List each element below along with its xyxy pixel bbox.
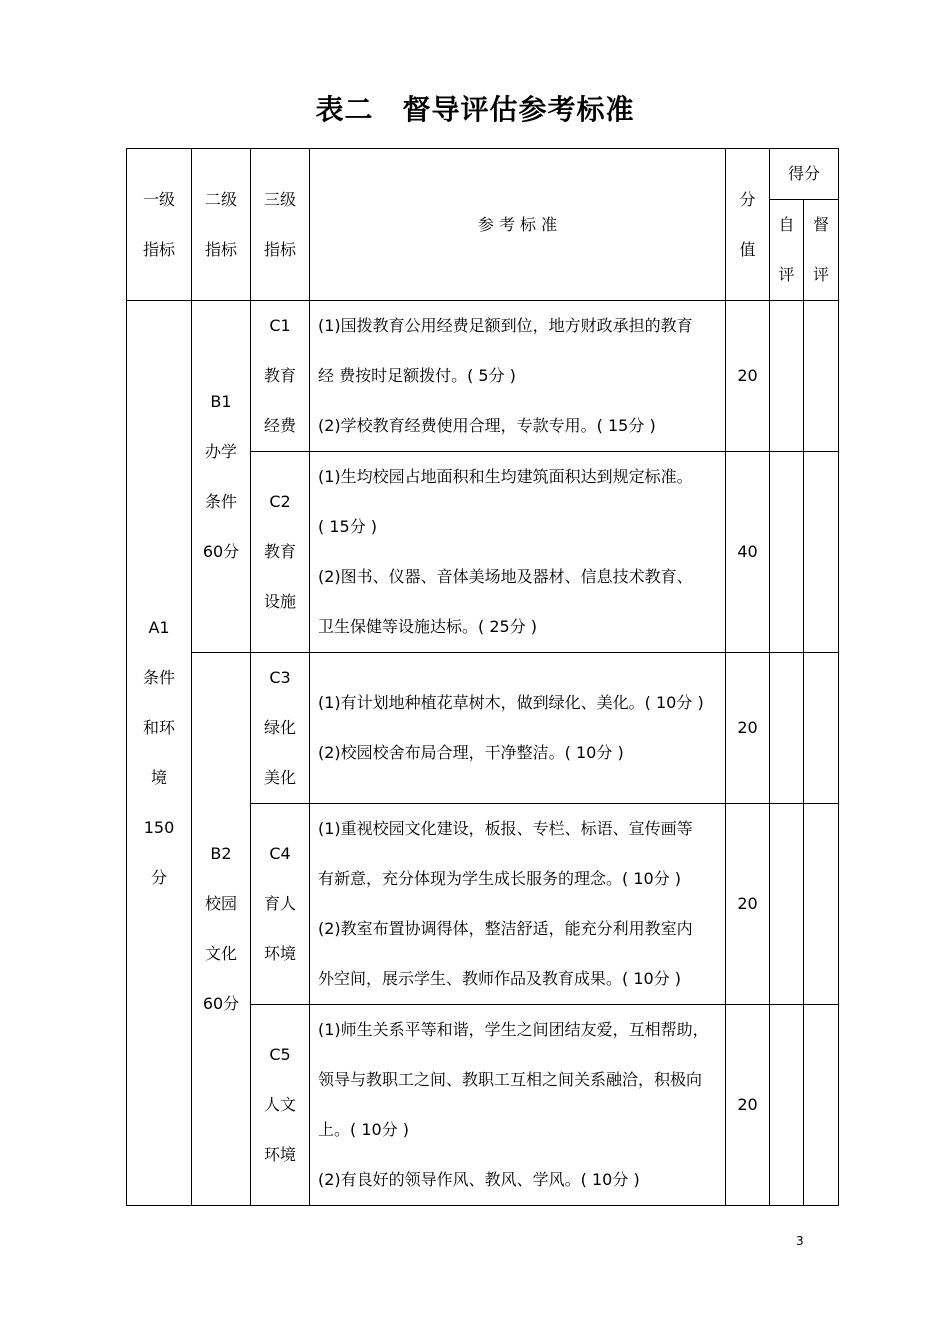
level3-c4: C4 育人 环境 [251,804,310,1005]
points-c1: 20 [726,301,770,452]
level3-c5: C5 人文 环境 [251,1005,310,1206]
level2-b2: B2 校园 文化 60分 [192,653,251,1206]
points-c3: 20 [726,653,770,804]
header-points: 分 值 [726,149,770,301]
supervisor-score-c2[interactable] [804,452,839,653]
header-score: 得分 [770,149,839,200]
level3-c3: C3 绿化 美化 [251,653,310,804]
supervisor-score-c3[interactable] [804,653,839,804]
self-score-c2[interactable] [770,452,804,653]
points-c5: 20 [726,1005,770,1206]
header-standard: 参 考 标 准 [310,149,726,301]
page-title: 表二 督导评估参考标准 [315,93,635,126]
page-number: 3 [796,1234,804,1248]
supervisor-score-c5[interactable] [804,1005,839,1206]
standard-c3: (1)有计划地种植花草树木，做到绿化、美化。( 10分 ) (2)校园校舍布局合理，干净整洁。( 10分 ) [310,653,726,804]
header-supervisor-score: 督 评 [804,200,839,301]
level3-c1: C1 教育 经费 [251,301,310,452]
points-c2: 40 [726,452,770,653]
standard-c4: (1)重视校园文化建设，板报、专栏、标语、宣传画等 有新意，充分体现为学生成长服务的理念。( 10分 ) (2)教室布置协调得体，整洁舒适，能充分利用教室内 外空间，展示学生、教师作品及教育成果。( 10分 ) [310,804,726,1005]
standard-c2: (1)生均校园占地面积和生均建筑面积达到规定标准。 ( 15分 ) (2)图书、仪器、音体美场地及器材、信息技术教育、 卫生保健等设施达标。( 25分 ) [310,452,726,653]
self-score-c4[interactable] [770,804,804,1005]
standard-c5: (1)师生关系平等和谐，学生之间团结友爱，互相帮助， 领导与教职工之间、教职工互相之间关系融洽，积极向 上。( 10分 ) (2)有良好的领导作风、教风、学风。( 10分 ) [310,1005,726,1206]
self-score-c3[interactable] [770,653,804,804]
header-level2: 二级 指标 [192,149,251,301]
points-c4: 20 [726,804,770,1005]
self-score-c5[interactable] [770,1005,804,1206]
supervisor-score-c1[interactable] [804,301,839,452]
self-score-c1[interactable] [770,301,804,452]
standard-c1: (1)国拨教育公用经费足额到位，地方财政承担的教育 经 费按时足额拨付。( 5分 ) (2)学校教育经费使用合理，专款专用。( 15分 ) [310,301,726,452]
header-level1: 一级 指标 [127,149,192,301]
level1-a1: A1 条件 和环 境 150 分 [127,301,192,1206]
supervisor-score-c4[interactable] [804,804,839,1005]
header-self-score: 自 评 [770,200,804,301]
evaluation-table [126,148,839,1206]
level2-b1: B1 办学 条件 60分 [192,301,251,653]
level3-c2: C2 教育 设施 [251,452,310,653]
header-level3: 三级 指标 [251,149,310,301]
